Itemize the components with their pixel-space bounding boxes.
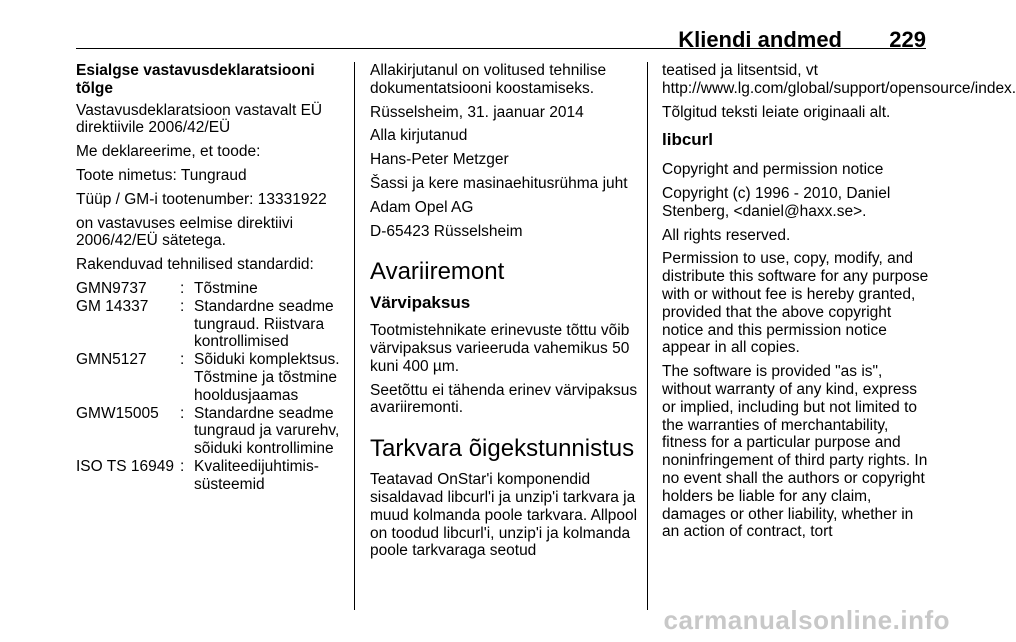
section-title-avariiremont: Avariiremont bbox=[370, 258, 505, 286]
column-2 bbox=[370, 62, 638, 566]
separator: : bbox=[180, 279, 185, 297]
standard-desc: Standardne seadme tungraud ja varurehv, sõiduki kontrollimine bbox=[194, 404, 340, 458]
paragraph: Allakirjutanul on volitused tehnilise dokumentatsiooni koostamiseks. bbox=[370, 62, 607, 97]
paragraph: Copyright and permission notice bbox=[662, 161, 884, 179]
paragraph: All rights reserved. bbox=[662, 226, 791, 244]
paragraph: D-65423 Rüsselsheim bbox=[370, 222, 523, 240]
table-row bbox=[76, 351, 344, 404]
column-divider-1 bbox=[354, 62, 355, 610]
subsection-title-libcurl: libcurl bbox=[662, 130, 714, 150]
separator: : bbox=[180, 351, 185, 369]
paragraph: teatised ja litsentsid, vt http://www.lg.com/global/support/opensource/index. bbox=[662, 62, 1016, 97]
paragraph: Tüüp / GM-i tootenumber: 13331922 bbox=[76, 190, 327, 208]
column-3 bbox=[662, 62, 1016, 547]
paragraph: Hans-Peter Metzger bbox=[370, 151, 509, 169]
paragraph: Me deklareerime, et toode: bbox=[76, 143, 261, 161]
standards-table bbox=[76, 280, 344, 494]
page-title: Kliendi andmed bbox=[678, 27, 842, 52]
standard-desc: Tõstmine bbox=[194, 279, 258, 297]
standard-code: GMN9737 bbox=[76, 279, 147, 297]
declaration-heading: Esialgse vastavusdeklaratsiooni tõlge bbox=[76, 62, 315, 97]
paragraph: Tõlgitud teksti leiate originaali alt. bbox=[662, 103, 891, 121]
paragraph: Teatavad OnStar'i komponendid sisaldavad libcurl'i ja unzip'i tarkvara ja muud kolmanda poole tarkvara. Allpool on toodud libcurl'i, unzip'i ja kolmanda poole tarkvaraga seotud bbox=[370, 471, 638, 560]
standard-code: GMN5127 bbox=[76, 351, 147, 369]
standard-code: GMW15005 bbox=[76, 404, 159, 422]
standard-code: GM 14337 bbox=[76, 297, 149, 315]
separator: : bbox=[180, 297, 185, 315]
table-row bbox=[76, 298, 344, 351]
paragraph: Tootmistehnikate erinevuste tõttu võib värvipaksus varieeruda vahemikus 50 kuni 400 µm. bbox=[370, 322, 630, 375]
table-row bbox=[76, 405, 344, 458]
section-title-tarkvara: Tarkvara õigekstunnistus bbox=[370, 435, 635, 463]
paragraph: Rakenduvad tehnilised standardid: bbox=[76, 256, 314, 274]
paragraph: The software is provided "as is", without warranty of any kind, express or implied, including but not limited to the warranties of merchantability, fitness for a particular purpose and noninfringement of third party rights. In no event shall the authors or copyright holders be liable for any claim, damages or other liability, whether in an action of contract, tort bbox=[662, 363, 928, 541]
paragraph: Alla kirjutanud bbox=[370, 127, 468, 145]
paragraph: Rüsselsheim, 31. jaanuar 2014 bbox=[370, 103, 584, 121]
table-row bbox=[76, 280, 344, 298]
column-1 bbox=[76, 62, 344, 494]
paragraph: Adam Opel AG bbox=[370, 198, 474, 216]
standard-desc: Standardne seadme tungraud. Riistvara kontrollimised bbox=[194, 297, 334, 351]
paragraph: Copyright (c) 1996 - 2010, Daniel Stenberg, <daniel@haxx.se>. bbox=[662, 184, 891, 220]
standard-desc: Sõiduki komplektsus. Tõstmine ja tõstmine hooldusjaamas bbox=[194, 351, 340, 404]
paragraph: Toote nimetus: Tungraud bbox=[76, 166, 247, 184]
subsection-title-varvipaksus: Värvipaksus bbox=[370, 293, 471, 313]
paragraph: Šassi ja kere masinaehitusrühma juht bbox=[370, 174, 628, 192]
column-divider-2 bbox=[647, 62, 648, 610]
paragraph: Seetõttu ei tähenda erinev värvipaksus avariiremonti. bbox=[370, 381, 638, 417]
separator: : bbox=[180, 404, 185, 422]
paragraph: on vastavuses eelmise direktiivi 2006/42/EÜ sätetega. bbox=[76, 214, 294, 250]
separator: : bbox=[180, 457, 185, 475]
page-number: 229 bbox=[889, 27, 926, 52]
watermark: carmanualsonline.info bbox=[663, 605, 950, 635]
standard-desc: Kvaliteedijuhtimis-süsteemid bbox=[194, 457, 319, 493]
paragraph: Permission to use, copy, modify, and distribute this software for any purpose with or without fee is hereby granted, provided that the above copyright notice and this permission notice appear in all copies. bbox=[662, 250, 929, 357]
table-row bbox=[76, 458, 344, 494]
standard-code: ISO TS 16949 bbox=[76, 457, 174, 475]
page-header bbox=[76, 14, 926, 52]
paragraph: Vastavusdeklaratsioon vastavalt EÜ direktiivile 2006/42/EÜ bbox=[76, 101, 323, 137]
